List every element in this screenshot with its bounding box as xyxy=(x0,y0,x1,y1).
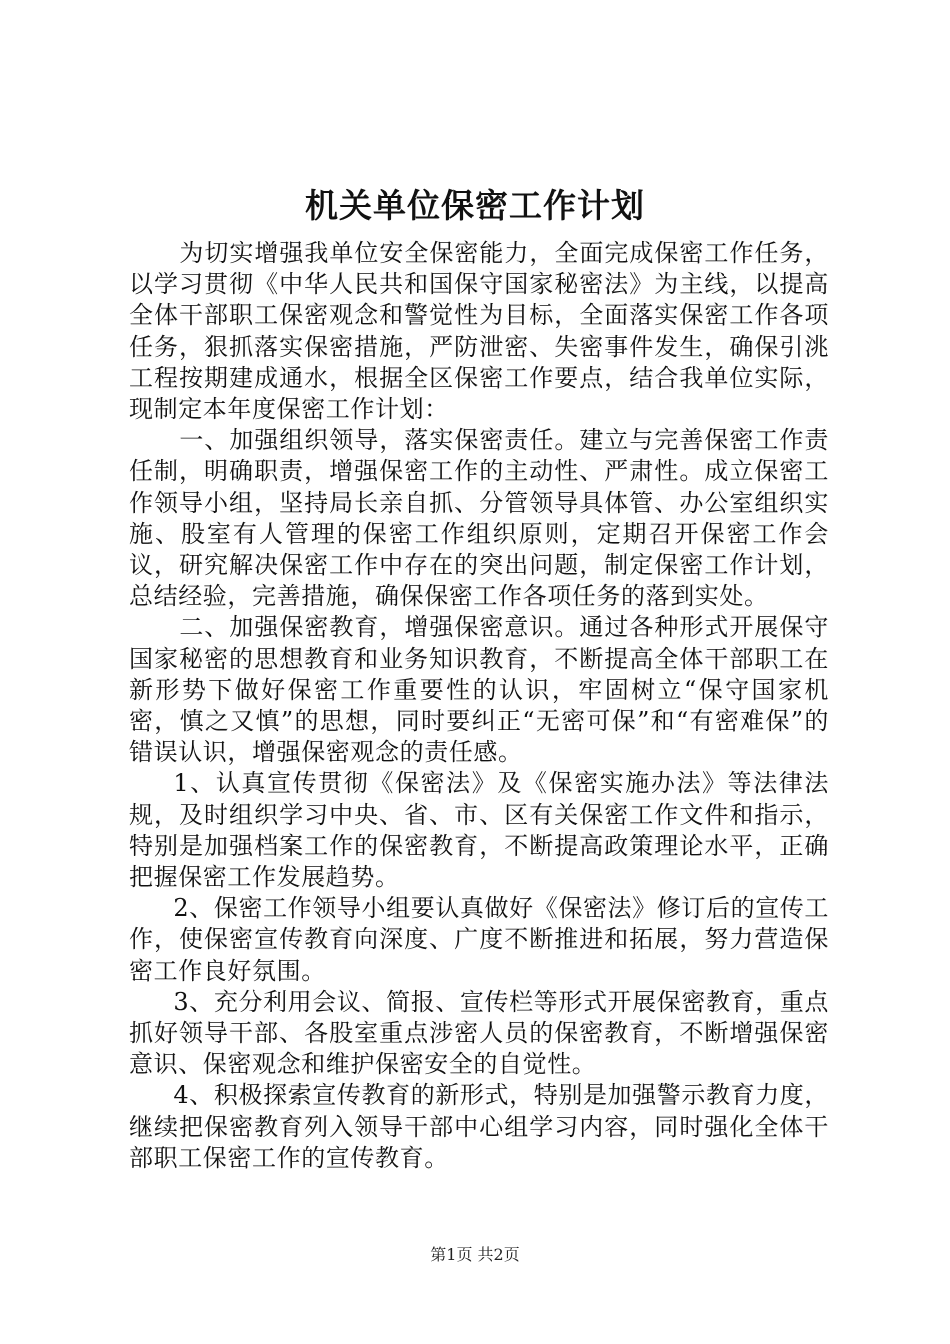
item-four-paragraph: 4、积极探索宣传教育的新形式，特别是加强警示教育力度，继续把保密教育列入领导干部中心组学习内容，同时强化全体干部职工保密工作的宣传教育。 xyxy=(129,1081,829,1172)
document-body xyxy=(129,238,829,1174)
item-one-paragraph: 1、认真宣传贯彻《保密法》及《保密实施办法》等法律法规，及时组织学习中央、省、市、区有关保密工作文件和指示，特别是加强档案工作的保密教育，不断提高政策理论水平，正确把握保密工作发展趋势。 xyxy=(129,769,829,892)
page-footer xyxy=(0,1244,950,1266)
section-one-paragraph: 一、加强组织领导，落实保密责任。建立与完善保密工作责任制，明确职责，增强保密工作的主动性、严肃性。成立保密工作领导小组，坚持局长亲自抓、分管领导具体管、办公室组织实施、股室有人管理的保密工作组织原则，定期召开保密工作会议，研究解决保密工作中存在的突出问题，制定保密工作计划，总结经验，完善措施，确保保密工作各项任务的落到实处。 xyxy=(129,426,829,611)
item-three-paragraph: 3、充分利用会议、简报、宣传栏等形式开展保密教育，重点抓好领导干部、各股室重点涉密人员的保密教育，不断增强保密意识、保密观念和维护保密安全的自觉性。 xyxy=(129,987,829,1079)
section-two-paragraph: 二、加强保密教育，增强保密意识。通过各种形式开展保守国家秘密的思想教育和业务知识教育，不断提高全体干部职工在新形势下做好保密工作重要性的认识，牢固树立“保守国家机密，慎之又慎”的思想，同时要纠正“无密可保”和“有密难保”的错误认识，增强保密观念的责任感。 xyxy=(129,613,829,767)
page-number: 第1页 xyxy=(430,1245,473,1264)
document-title: 机关单位保密工作计划 xyxy=(305,186,645,225)
intro-paragraph: 为切实增强我单位安全保密能力，全面完成保密工作任务，以学习贯彻《中华人民共和国保守国家秘密法》为主线，以提高全体干部职工保密观念和警觉性为目标，全面落实保密工作各项任务，狠抓落实保密措施，严防泄密、失密事件发生，确保引洮工程按期建成通水，根据全区保密工作要点，结合我单位实际，现制定本年度保密工作计划： xyxy=(129,239,829,424)
page-total: 共2页 xyxy=(477,1245,520,1264)
item-two-paragraph: 2、保密工作领导小组要认真做好《保密法》修订后的宣传工作，使保密宣传教育向深度、广度不断推进和拓展，努力营造保密工作良好氛围。 xyxy=(129,894,829,985)
